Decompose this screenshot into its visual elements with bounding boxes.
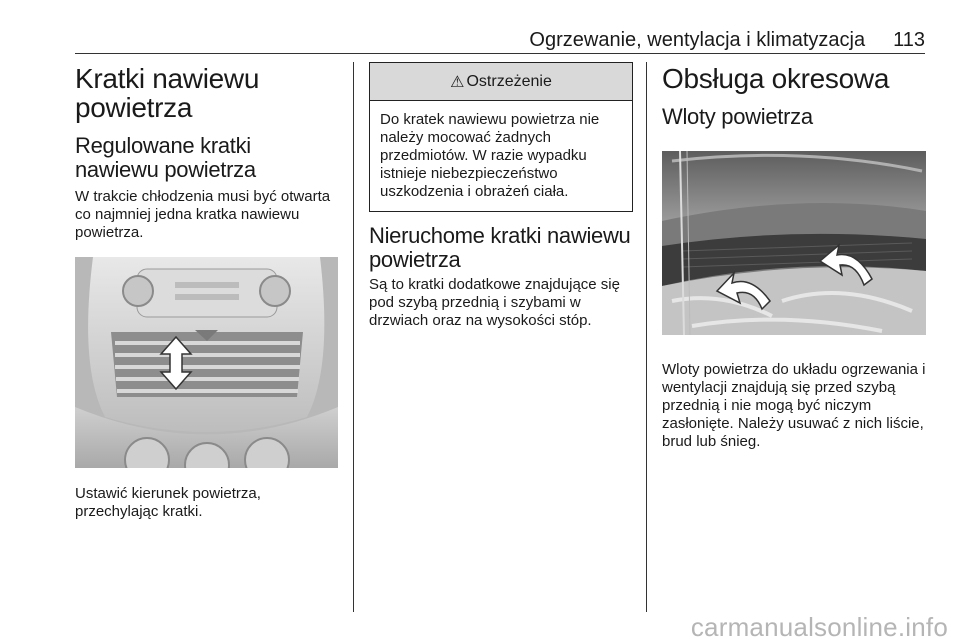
page-number: 113 <box>893 28 925 51</box>
air-intake-icon <box>662 151 926 335</box>
header-title: Ogrzewanie, wentylacja i klimatyzacja <box>529 28 866 51</box>
column-2 <box>369 62 633 330</box>
air-vent-adjustment-icon <box>75 257 338 468</box>
section-heading: Obsługa okresowa <box>662 63 890 94</box>
header-rule <box>75 53 925 54</box>
subsection-heading: Regulowane kratki nawiewu powietrza <box>75 133 256 182</box>
column-3 <box>662 62 926 451</box>
page-header <box>75 28 925 52</box>
section-heading: Kratki nawiewu powietrza <box>75 63 260 123</box>
paragraph: Wloty powietrza do układu ogrzewania i wentylacji znajdują się przed szybą przednią i nie mogą być niczym zasłonięte. Należy usuwać z nich liście, brud lub śnieg. <box>662 361 926 450</box>
column-divider-2 <box>646 62 647 612</box>
subsection-heading: Wloty powietrza <box>662 104 813 129</box>
warning-icon: ⚠ <box>450 73 465 91</box>
paragraph: Są to kratki dodatkowe znajdujące się pod szybą przednią i szybami w drzwiach oraz na wysokości stóp. <box>369 276 620 329</box>
subsection-heading: Nieruchome kratki nawiewu powietrza <box>369 223 631 272</box>
intro-paragraph: W trakcie chłodzenia musi być otwarta co najmniej jedna kratka nawiewu powietrza. <box>75 188 331 241</box>
column-1 <box>75 62 340 521</box>
warning-title: Ostrzeżenie <box>466 72 552 90</box>
column-divider-1 <box>353 62 354 612</box>
warning-box <box>369 62 633 212</box>
watermark: carmanualsonline.info <box>690 612 948 642</box>
warning-text: Do kratek nawiewu powietrza nie należy mocować żadnych przedmiotów. W razie wypadku istnieje niebezpieczeństwo uszkodzenia i obrażeń ciała. <box>380 111 600 200</box>
image-caption: Ustawić kierunek powietrza, przechylając kratki. <box>75 485 261 520</box>
warning-header <box>370 63 632 101</box>
